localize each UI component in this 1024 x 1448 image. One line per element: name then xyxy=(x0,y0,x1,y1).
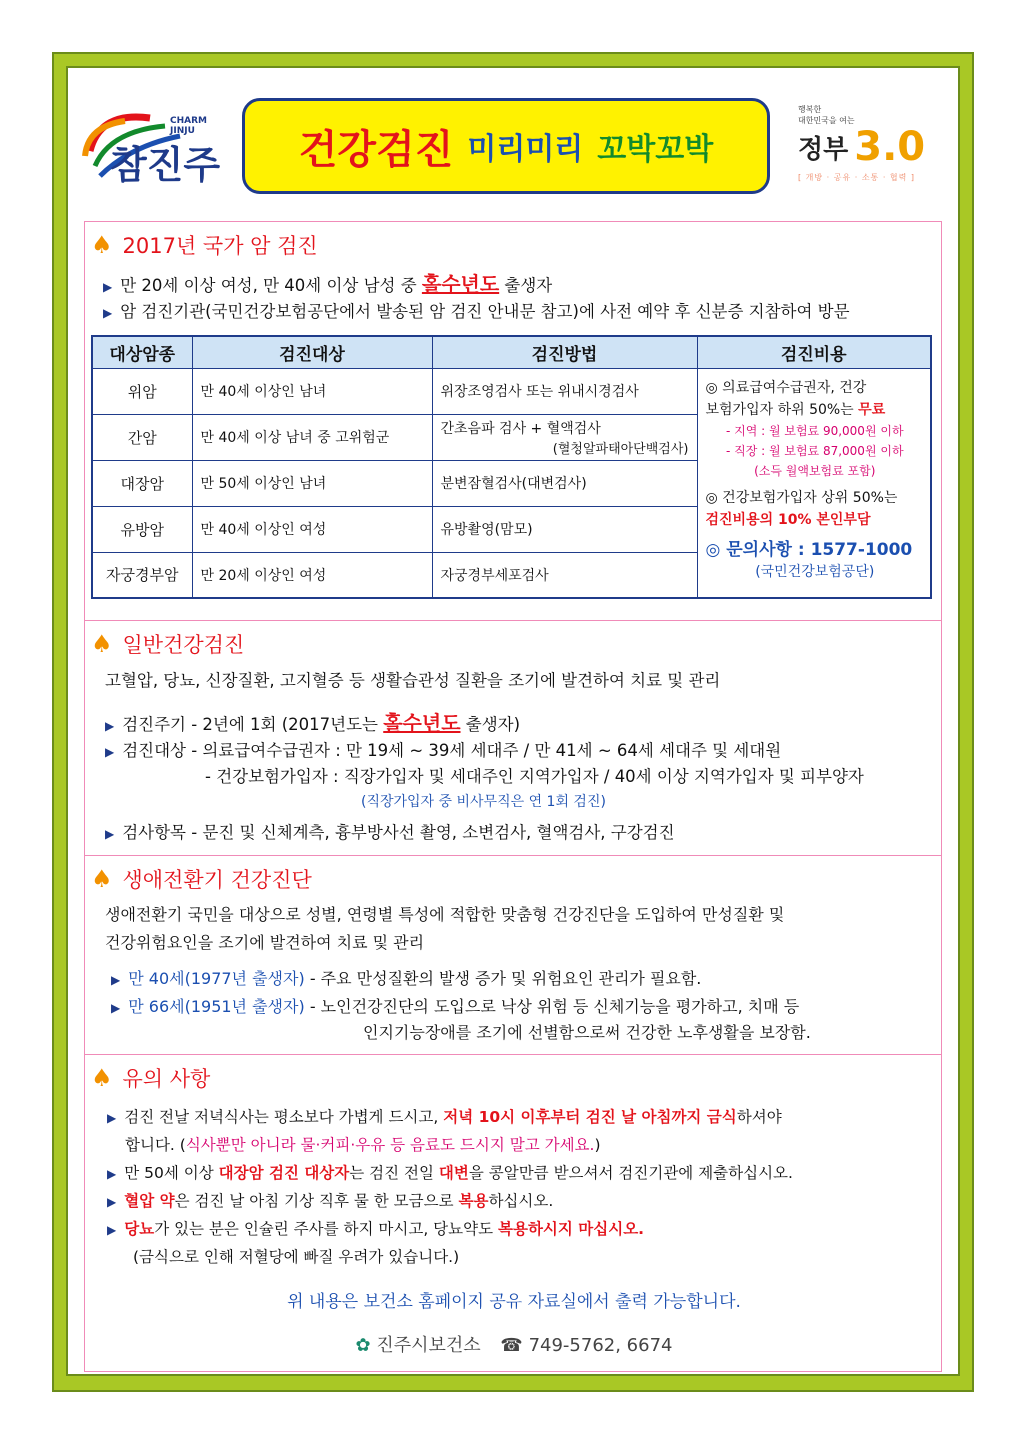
cost-free: 무료 xyxy=(858,401,886,418)
s3-intro1: 생애전환기 국민을 대상으로 성별, 연령별 특성에 적합한 맞춤형 건강진단을 도입하여 만성질환 및 xyxy=(105,905,785,924)
s4-n4-mid: 가 있는 분은 인슐린 주사를 하지 마시고, 당뇨약도 xyxy=(154,1220,494,1238)
cost-line3: ◎ 건강보험가입자 상위 50%는 xyxy=(705,489,898,506)
section-precautions xyxy=(84,1054,942,1372)
s1-line1-pre: 만 20세 이상 여성, 만 40세 이상 남성 중 xyxy=(120,276,417,295)
triangle-bullet-icon: ▶ xyxy=(105,745,115,759)
gov-version: 3.0 xyxy=(854,124,926,170)
banner-text-1: 건강검진 xyxy=(298,126,454,173)
th-type: 대상암종 xyxy=(92,336,192,368)
spade-icon: ♠ xyxy=(91,1064,113,1092)
spade-icon: ♠ xyxy=(91,630,113,658)
footer-contact xyxy=(85,1331,943,1357)
cell-type: 간암 xyxy=(92,414,192,460)
gov-small-1: 행복한 xyxy=(798,105,822,114)
logo-korean: 참진주 xyxy=(110,142,221,187)
s3-age40-desc: - 주요 만성질환의 발생 증가 및 위험요인 관리가 필요함. xyxy=(309,969,702,988)
footer-phone: 749-5762, 6674 xyxy=(528,1335,673,1356)
s2-target1-text: 검진대상 - 의료급여수급권자 : 만 19세 ~ 39세 세대주 / 만 41세 ~ 64세 세대주 및 세대원 xyxy=(122,741,782,760)
th-method: 검진방법 xyxy=(432,336,697,368)
s2-cycle-post: 출생자) xyxy=(465,715,521,734)
s4-n1b-post: ) xyxy=(594,1136,601,1154)
gov-main: 정부 xyxy=(798,134,849,165)
cost-line6: (국민건강보험공단) xyxy=(755,563,875,580)
s4-n4-red2: 복용하시지 마십시오. xyxy=(498,1220,645,1238)
s4-n3-red2: 복용 xyxy=(458,1192,489,1210)
phone-icon: ☎ xyxy=(500,1335,523,1356)
s4-n2-red: 대장암 검진 대상자 xyxy=(218,1164,350,1182)
triangle-bullet-icon: ▶ xyxy=(111,973,121,987)
section-life-transition xyxy=(84,855,942,1055)
s4-n3-post: 하십시오. xyxy=(488,1192,554,1210)
cell-target: 만 40세 이상인 여성 xyxy=(192,506,432,552)
s1-line2-text: 암 검진기관(국민건강보험공단에서 발송된 암 검진 안내문 참고)에 사전 예약 후 신분증 지참하여 방문 xyxy=(120,302,850,321)
health-center-icon: ✿ xyxy=(355,1335,371,1356)
s3-age66-desc2: 인지기능장애를 조기에 선별함으로써 건강한 노후생활을 보장함. xyxy=(363,1023,811,1042)
s4-note3 xyxy=(107,1189,553,1211)
s4-n2-post: 을 콩알만큼 받으셔서 검진기관에 제출하십시오. xyxy=(468,1164,793,1182)
cost-line5: ◎ 문의사항 : 1577-1000 xyxy=(705,539,913,560)
cell-type: 유방암 xyxy=(92,506,192,552)
s4-note4 xyxy=(107,1217,644,1239)
section1-line2 xyxy=(103,298,850,322)
s3-age40-label: 만 40세(1977년 출생자) xyxy=(128,969,305,988)
triangle-bullet-icon: ▶ xyxy=(103,306,113,320)
s2-items xyxy=(105,819,675,843)
s4-n2-mid: 는 검진 전일 xyxy=(349,1164,434,1182)
s4-n2-pre: 만 50세 이상 xyxy=(124,1164,214,1182)
cost-line4: 검진비용의 10% 본인부담 xyxy=(705,511,871,528)
triangle-bullet-icon: ▶ xyxy=(103,280,113,294)
cancer-table xyxy=(91,335,932,599)
triangle-bullet-icon: ▶ xyxy=(107,1223,117,1237)
section-general-checkup xyxy=(84,620,942,856)
s2-target1 xyxy=(105,737,781,761)
cost-sub3: (소득 월액보험료 포함) xyxy=(754,463,876,478)
triangle-bullet-icon: ▶ xyxy=(105,827,115,841)
s2-items-text: 검사항목 - 문진 및 신체계측, 흉부방사선 촬영, 소변검사, 혈액검사, 구강검진 xyxy=(122,823,675,842)
cost-line2 xyxy=(706,399,925,421)
section3-title-text: 생애전환기 건강진단 xyxy=(122,868,312,892)
cell-method: 분변잠혈검사(대변검사) xyxy=(432,460,697,506)
jinju-logo xyxy=(70,96,230,191)
section3-title xyxy=(91,864,312,894)
s2-cycle-pre: 검진주기 - 2년에 1회 (2017년도는 xyxy=(122,715,378,734)
section1-title-text: 2017년 국가 암 검진 xyxy=(122,234,318,258)
cell-method-main: 간초음파 검사 + 혈액검사 xyxy=(440,420,601,437)
title-banner xyxy=(242,98,770,194)
table-row xyxy=(92,368,931,414)
logo-en-line2: JINJU xyxy=(170,126,195,136)
triangle-bullet-icon: ▶ xyxy=(111,1001,121,1015)
cost-sub1: - 지역 : 월 보험료 90,000원 이하 xyxy=(725,423,904,438)
gov30-logo xyxy=(798,104,948,194)
section4-title xyxy=(91,1063,210,1093)
cost-line2-pre: 보험가입자 하위 50%는 xyxy=(705,401,854,418)
triangle-bullet-icon: ▶ xyxy=(107,1111,117,1125)
cell-target: 만 20세 이상인 여성 xyxy=(192,552,432,598)
section2-title xyxy=(91,629,244,659)
cell-method-sub: (혈청알파태아단백검사) xyxy=(552,441,689,457)
s4-note1b xyxy=(125,1133,601,1155)
cell-method xyxy=(432,414,697,460)
section-cancer-screening xyxy=(84,221,942,621)
spade-icon: ♠ xyxy=(91,231,113,259)
s3-intro2: 건강위험요인을 조기에 발견하여 치료 및 관리 xyxy=(105,933,425,952)
s3-age66 xyxy=(111,994,799,1017)
s4-n1-post: 하셔야 xyxy=(736,1108,782,1126)
s4-note4b: (금식으로 인해 저혈당에 빠질 우려가 있습니다.) xyxy=(133,1248,460,1266)
cell-cost xyxy=(697,368,931,598)
section2-title-text: 일반건강검진 xyxy=(122,633,245,657)
cell-type: 자궁경부암 xyxy=(92,552,192,598)
header xyxy=(70,86,950,206)
s4-n1-red: 저녁 10시 이후부터 검진 날 아침까지 금식 xyxy=(443,1108,737,1126)
logo-en-line1: CHARM xyxy=(170,116,207,126)
th-target: 검진대상 xyxy=(192,336,432,368)
s2-target-note: (직장가입자 중 비사무직은 연 1회 검진) xyxy=(361,794,606,810)
s4-n4-red: 당뇨 xyxy=(124,1220,155,1238)
s3-age40 xyxy=(111,966,701,989)
cost-sub2: - 직장 : 월 보험료 87,000원 이하 xyxy=(725,443,904,458)
s1-line1-post: 출생자 xyxy=(504,276,553,295)
s2-intro: 고혈압, 당뇨, 신장질환, 고지혈증 등 생활습관성 질환을 조기에 발견하여 치료 및 관리 xyxy=(105,671,721,690)
s4-n2-red2: 대변 xyxy=(438,1164,469,1182)
triangle-bullet-icon: ▶ xyxy=(107,1195,117,1209)
cell-target: 만 50세 이상인 남녀 xyxy=(192,460,432,506)
s4-n1b-pre: 합니다. ( xyxy=(125,1136,186,1154)
s3-age66-label: 만 66세(1951년 출생자) xyxy=(128,997,305,1016)
s4-note2 xyxy=(107,1161,793,1183)
triangle-bullet-icon: ▶ xyxy=(107,1167,117,1181)
cell-method: 유방촬영(맘모) xyxy=(432,506,697,552)
section4-title-text: 유의 사항 xyxy=(122,1067,211,1091)
s4-n1-pre: 검진 전날 저녁식사는 평소보다 가볍게 드시고, xyxy=(124,1108,439,1126)
s2-cycle xyxy=(105,707,520,736)
cell-target: 만 40세 이상인 남녀 xyxy=(192,368,432,414)
cost-line1: ◎ 의료급여수급권자, 건강 xyxy=(705,379,867,396)
cell-method: 위장조영검사 또는 위내시경검사 xyxy=(432,368,697,414)
banner-text-3: 꼬박꼬박 xyxy=(597,132,714,167)
s3-age66-desc1: - 노인건강진단의 도입으로 낙상 위험 등 신체기능을 평가하고, 치매 등 xyxy=(309,997,800,1016)
s4-n3-red: 혈압 약 xyxy=(124,1192,175,1210)
s1-line1-highlight: 홀수년도 xyxy=(421,272,500,296)
table-header-row xyxy=(92,336,931,368)
section1-title xyxy=(91,230,318,260)
cell-type: 대장암 xyxy=(92,460,192,506)
s2-target2: - 건강보험가입자 : 직장가입자 및 세대주인 지역가입자 / 40세 이상 지역가입자 및 피부양자 xyxy=(205,767,864,786)
spade-icon: ♠ xyxy=(91,865,113,893)
banner-text-2: 미리미리 xyxy=(467,132,584,167)
cell-method: 자궁경부세포검사 xyxy=(432,552,697,598)
gov-small-2: 대한민국을 여는 xyxy=(798,116,855,125)
cell-type: 위암 xyxy=(92,368,192,414)
th-cost: 검진비용 xyxy=(697,336,931,368)
footer-note: 위 내용은 보건소 홈페이지 공유 자료실에서 출력 가능합니다. xyxy=(287,1292,741,1312)
gov-tagline: [ 개방 · 공유 · 소통 · 협력 ] xyxy=(798,173,916,182)
triangle-bullet-icon: ▶ xyxy=(105,719,115,733)
cell-target: 만 40세 이상 남녀 중 고위험군 xyxy=(192,414,432,460)
footer-org-name: 진주시보건소 xyxy=(376,1335,481,1356)
s4-n1b-pink: 식사뿐만 아니라 물·커피·우유 등 음료도 드시지 말고 가세요. xyxy=(185,1136,595,1154)
s4-n3-mid: 은 검진 날 아침 기상 직후 물 한 모금으로 xyxy=(174,1192,454,1210)
s4-note1 xyxy=(107,1105,782,1127)
logo-english xyxy=(170,116,207,136)
s2-cycle-highlight: 홀수년도 xyxy=(383,711,461,735)
section1-line1 xyxy=(103,268,552,297)
